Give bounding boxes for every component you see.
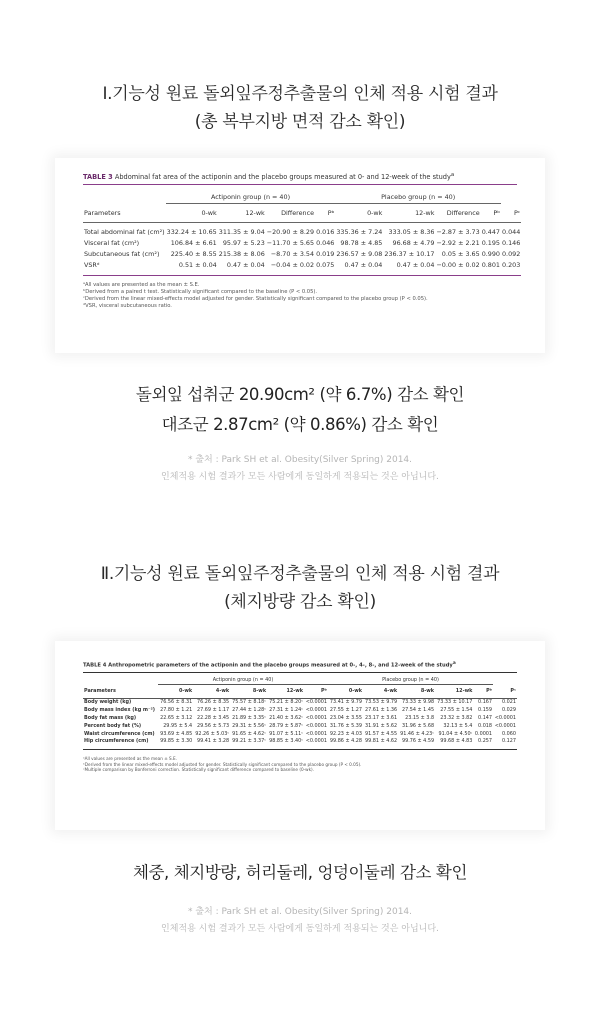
section2-source: [0, 904, 600, 938]
section1-disclaimer: 인체적용 시험 결과가 모든 사람에게 동일하게 적용되는 것은 아닙니다.: [161, 472, 439, 482]
table4-caption-sup: a: [452, 661, 456, 666]
table-cell: 75.57 ± 8.18ᶜ: [232, 699, 267, 706]
row-parameter: Hip circumference (cm): [83, 738, 158, 750]
table-cell: 0.195: [481, 239, 500, 248]
column-header: 0-wk: [328, 685, 363, 699]
section2-result: [0, 858, 600, 888]
table-cell: 95.97 ± 5.23: [222, 239, 265, 248]
table-cell: 28.79 ± 5.87ᶜ: [269, 722, 304, 729]
table-row: [83, 714, 517, 722]
table-cell: 0.0001: [474, 730, 493, 737]
table-cell: 23.17 ± 3.61: [365, 714, 398, 721]
group-actiponin: Actiponin group (n = 40): [158, 673, 328, 685]
table-row: [83, 223, 521, 239]
table3-caption-sup: a: [450, 172, 455, 178]
table-row: [83, 730, 517, 738]
section1-source-line1: * 출처 : Park SH et al. Obesity(Silver Spring) 2014.: [187, 455, 413, 465]
table-cell: 0.029: [501, 707, 516, 714]
table-cell: <0.0001: [305, 730, 327, 737]
table-cell: 23.15 ± 3.8: [405, 714, 435, 721]
section2-disclaimer: 인체적용 시험 결과가 모든 사람에게 동일하게 적용되는 것은 아닙니다.: [161, 924, 439, 934]
table4-figure: [55, 641, 545, 830]
table-cell: 29.95 ± 5.4: [163, 722, 193, 729]
table-cell: 0.060: [501, 730, 516, 737]
column-header-row: [83, 685, 517, 699]
table-cell: 0.990: [481, 250, 500, 259]
table-cell: 27.69 ± 1.17: [197, 707, 230, 714]
column-header: Pᶜ: [501, 204, 521, 223]
table-cell: 73.41 ± 9.79: [329, 699, 363, 706]
group-actiponin: Actiponin group (n = 40): [166, 185, 336, 204]
table-footnote: ᶜDerived from the linear mixed-effects model adjusted for gender. Statistically significant compared to the placebo group (P < 0.05).: [83, 296, 428, 303]
table-cell: 31.96 ± 5.68: [401, 722, 435, 729]
table-cell: 27.44 ± 1.28ᶜ: [232, 707, 267, 714]
section2-source-line1: * 출처 : Park SH et al. Obesity(Silver Spring) 2014.: [187, 907, 413, 917]
table-cell: <0.0001: [304, 738, 328, 750]
row-parameter: Total abdominal fat (cm²): [84, 228, 165, 237]
table-cell: 0.203: [501, 260, 521, 276]
table-cell: 215.38 ± 8.06: [218, 250, 265, 259]
table-cell: <0.0001: [494, 714, 516, 721]
table-cell: 0.167: [478, 699, 493, 706]
table-row: [83, 722, 517, 730]
row-parameter: Waist circumference (cm): [84, 730, 155, 737]
table-cell: 0.147: [478, 714, 493, 721]
table-cell: 27.31 ± 1.24ᶜ: [269, 707, 304, 714]
table-cell: 0.47 ± 0.04: [383, 260, 435, 276]
column-header: Pᶜ: [493, 685, 517, 699]
column-header: Pᵇ: [304, 685, 328, 699]
column-header: Pᵇ: [315, 204, 335, 223]
section2-subtitle: (체지방량 감소 확인): [224, 592, 376, 612]
table-cell: 0.021: [501, 699, 516, 706]
row-parameter: Visceral fat (cm²): [84, 239, 140, 248]
table-cell: 0.046: [316, 239, 335, 248]
table-row: [83, 260, 521, 276]
table-cell: 76.56 ± 8.31: [160, 699, 193, 706]
table-cell: 32.13 ± 5.4: [443, 722, 473, 729]
column-header: 0-wk: [158, 685, 193, 699]
column-header: 12-wk: [267, 685, 304, 699]
table-cell: 335.36 ± 7.24: [336, 228, 383, 237]
column-header: 12-wk: [383, 204, 435, 223]
table-cell: 31.91 ± 5.62: [365, 722, 398, 729]
table-row: [83, 238, 521, 249]
table-footnote: ᶜMultiple comparison by Bonferroni correction. Statistically significant difference compared to baseline (0-wk).: [83, 767, 314, 773]
table-footnote: ᵇDerived from a paired t test. Statistically significant compared to the baseline (P < 0.05).: [83, 289, 318, 296]
table3-notes: [83, 282, 517, 310]
column-header: 0-wk: [166, 204, 218, 223]
column-header: 12-wk: [218, 204, 266, 223]
table-cell: 92.26 ± 5.03ᶜ: [195, 730, 230, 737]
table-cell: −20.90 ± 8.29: [266, 228, 315, 237]
table-cell: 91.57 ± 4.55: [365, 730, 398, 737]
table-cell: −11.70 ± 5.65: [266, 239, 315, 248]
table-cell: 73.53 ± 9.79: [365, 699, 398, 706]
column-header: 4-wk: [363, 685, 398, 699]
table-cell: 76.26 ± 8.35: [197, 699, 230, 706]
table4-caption-text: Anthropometric parameters of the actiponin and the placebo groups measured at 0-, 4-, 8-, and 12-week of the study: [106, 662, 453, 669]
table-cell: 332.24 ± 10.65: [166, 228, 217, 237]
table-cell: 0.016: [316, 228, 335, 237]
table-cell: 22.28 ± 3.45: [197, 714, 230, 721]
group-header-row: [83, 185, 521, 204]
table-cell: 99.68 ± 4.83: [435, 738, 473, 750]
table-row: [83, 698, 517, 706]
table-cell: 93.69 ± 4.85: [160, 730, 193, 737]
section2-result-line1: 체중, 체지방량, 허리둘레, 엉덩이둘레 감소 확인: [132, 863, 467, 882]
column-header: 8-wk: [230, 685, 267, 699]
group-placebo: Placebo group (n = 40): [328, 673, 493, 685]
section2-heading: [0, 560, 600, 616]
section1-subtitle: (총 복부지방 면적 감소 확인): [194, 112, 406, 132]
table-cell: 0.075: [315, 260, 335, 276]
table-cell: 0.146: [501, 239, 521, 248]
table-row: [83, 707, 517, 715]
table-cell: 27.55 ± 1.54: [440, 707, 473, 714]
table-footnote: ᵃAll values are presented as the mean ± S.E.: [83, 756, 177, 762]
table3-figure: [55, 158, 545, 353]
table-cell: −0.04 ± 0.02: [266, 260, 315, 276]
table-cell: −2.92 ± 2.21: [436, 239, 480, 248]
table-cell: 29.31 ± 5.56ᶜ: [232, 722, 267, 729]
table-cell: 0.019: [316, 250, 335, 259]
section1-source: [0, 452, 600, 486]
group-spacer: [493, 673, 517, 685]
row-parameter: Body weight (kg): [84, 699, 132, 706]
table-cell: 75.21 ± 8.20ᶜ: [269, 699, 304, 706]
column-header: Difference: [266, 204, 315, 223]
table3: [83, 185, 521, 276]
table4-notes: [83, 756, 517, 773]
table-row: [83, 249, 521, 260]
group-spacer: [83, 185, 166, 204]
table-cell: 0.47 ± 0.04: [335, 260, 383, 276]
table3-caption-text: Abdominal fat area of the actiponin and the placebo groups measured at 0- and 12-week of the study: [112, 173, 451, 182]
table-cell: −0.00 ± 0.02: [435, 260, 480, 276]
table-cell: 225.40 ± 8.55: [170, 250, 217, 259]
table-cell: 22.65 ± 3.12: [160, 714, 193, 721]
table-cell: 333.05 ± 8.36: [388, 228, 435, 237]
section1-result: [0, 380, 600, 440]
column-header: Difference: [435, 204, 480, 223]
table-cell: 73.33 ± 9.98: [401, 699, 435, 706]
table-cell: <0.0001: [305, 699, 327, 706]
table-cell: 106.84 ± 6.61: [170, 239, 217, 248]
table-cell: 27.80 ± 1.21: [160, 707, 193, 714]
row-parameter: Body fat mass (kg): [84, 714, 137, 721]
table-cell: 27.55 ± 1.27: [329, 707, 363, 714]
section2-title: Ⅱ.기능성 원료 돌외잎주정추출물의 인체 적용 시험 결과: [100, 564, 500, 584]
table-cell: 0.05 ± 3.65: [441, 250, 480, 259]
section1-heading: [0, 80, 600, 136]
table-cell: <0.0001: [305, 714, 327, 721]
column-header: Pᵇ: [481, 204, 501, 223]
table-cell: 29.56 ± 5.73: [197, 722, 230, 729]
column-header: Parameters: [83, 204, 166, 223]
row-parameter: Subcutaneous fat (cm²): [84, 250, 160, 259]
table-cell: 27.61 ± 1.36: [365, 707, 398, 714]
section1-result-line1: 돌외잎 섭취군 20.90cm² (약 6.7%) 감소 확인: [135, 385, 465, 404]
table-footnote: ᵇDerived from the linear mixed-effects model adjusted for gender. Statistically significant compared to the placebo group (P < 0.05).: [83, 761, 362, 767]
group-spacer: [83, 673, 158, 685]
table-cell: 0.092: [501, 250, 521, 259]
column-header: 8-wk: [398, 685, 435, 699]
table-cell: 98.78 ± 4.85: [340, 239, 383, 248]
table-cell: 91.07 ± 5.11ᶜ: [269, 730, 304, 737]
table-cell: 99.21 ± 3.37ᶜ: [230, 738, 267, 750]
row-parameter: Body mass index (kg m⁻²): [84, 707, 155, 714]
row-parameter: Percent body fat (%): [84, 722, 142, 729]
row-parameter: VSRᵈ: [83, 260, 166, 276]
table-cell: 23.04 ± 3.55: [329, 714, 363, 721]
column-header: Parameters: [83, 685, 158, 699]
group-header-row: [83, 673, 517, 685]
section1-result-line2: 대조군 2.87cm² (약 0.86%) 감소 확인: [161, 415, 439, 434]
table-cell: 23.32 ± 3.82: [440, 714, 473, 721]
table-cell: −8.70 ± 3.54: [270, 250, 315, 259]
column-header: Pᵇ: [473, 685, 493, 699]
table-cell: 27.54 ± 1.45: [401, 707, 435, 714]
table-cell: −2.87 ± 3.73: [436, 228, 480, 237]
table-footnote: ᵃAll values are presented as the mean ± S.E.: [83, 282, 200, 289]
column-header: 12-wk: [435, 685, 473, 699]
table-cell: 0.159: [478, 707, 493, 714]
table-cell: 73.33 ± 10.17: [437, 699, 473, 706]
group-spacer: [501, 185, 521, 204]
table-cell: 0.044: [501, 228, 521, 237]
table-cell: 91.46 ± 4.23ᶜ: [400, 730, 435, 737]
table-cell: 0.801: [481, 260, 501, 276]
table-cell: 99.76 ± 4.59: [398, 738, 435, 750]
table-cell: <0.0001: [305, 722, 327, 729]
column-header-row: [83, 204, 521, 223]
table-cell: 236.37 ± 10.17: [384, 250, 435, 259]
table-cell: 99.41 ± 3.28: [193, 738, 230, 750]
table-cell: 99.85 ± 3.30: [158, 738, 193, 750]
column-header: 0-wk: [335, 204, 383, 223]
table-cell: 21.89 ± 3.35ᶜ: [232, 714, 267, 721]
table-cell: 0.257: [473, 738, 493, 750]
table-footnote: ᵈVSR, visceral subcutaneous ratio.: [83, 303, 172, 310]
table-cell: 311.35 ± 9.04: [218, 228, 265, 237]
table3-caption: [83, 172, 517, 185]
table-cell: 0.447: [481, 228, 500, 237]
group-placebo: Placebo group (n = 40): [335, 185, 501, 204]
table-cell: 236.57 ± 9.08: [336, 250, 383, 259]
table-cell: 96.68 ± 4.79: [392, 239, 435, 248]
table-cell: 0.47 ± 0.04: [218, 260, 266, 276]
table-cell: 21.40 ± 3.62ᶜ: [269, 714, 304, 721]
column-header: 4-wk: [193, 685, 230, 699]
table-cell: 91.65 ± 4.62ᶜ: [232, 730, 267, 737]
table-cell: 99.81 ± 4.62: [363, 738, 398, 750]
table-cell: 98.85 ± 3.40ᶜ: [267, 738, 304, 750]
table-cell: <0.0001: [305, 707, 327, 714]
table-cell: 92.23 ± 4.03: [329, 730, 363, 737]
table3-label: TABLE 3: [83, 173, 113, 182]
table-row: [83, 738, 517, 750]
table-cell: 31.76 ± 5.39: [329, 722, 363, 729]
section1-title: Ⅰ.기능성 원료 돌외잎주정추출물의 인체 적용 시험 결과: [102, 84, 498, 104]
table-cell: 0.127: [493, 738, 517, 750]
table-cell: 99.86 ± 4.28: [328, 738, 363, 750]
table4: [83, 673, 517, 750]
table-cell: 91.04 ± 4.50ᶜ: [438, 730, 473, 737]
table4-caption: [83, 661, 517, 673]
table-cell: <0.0001: [494, 722, 516, 729]
table-cell: 0.018: [478, 722, 493, 729]
table4-label: TABLE 4: [83, 662, 107, 669]
table-cell: 0.51 ± 0.04: [166, 260, 218, 276]
